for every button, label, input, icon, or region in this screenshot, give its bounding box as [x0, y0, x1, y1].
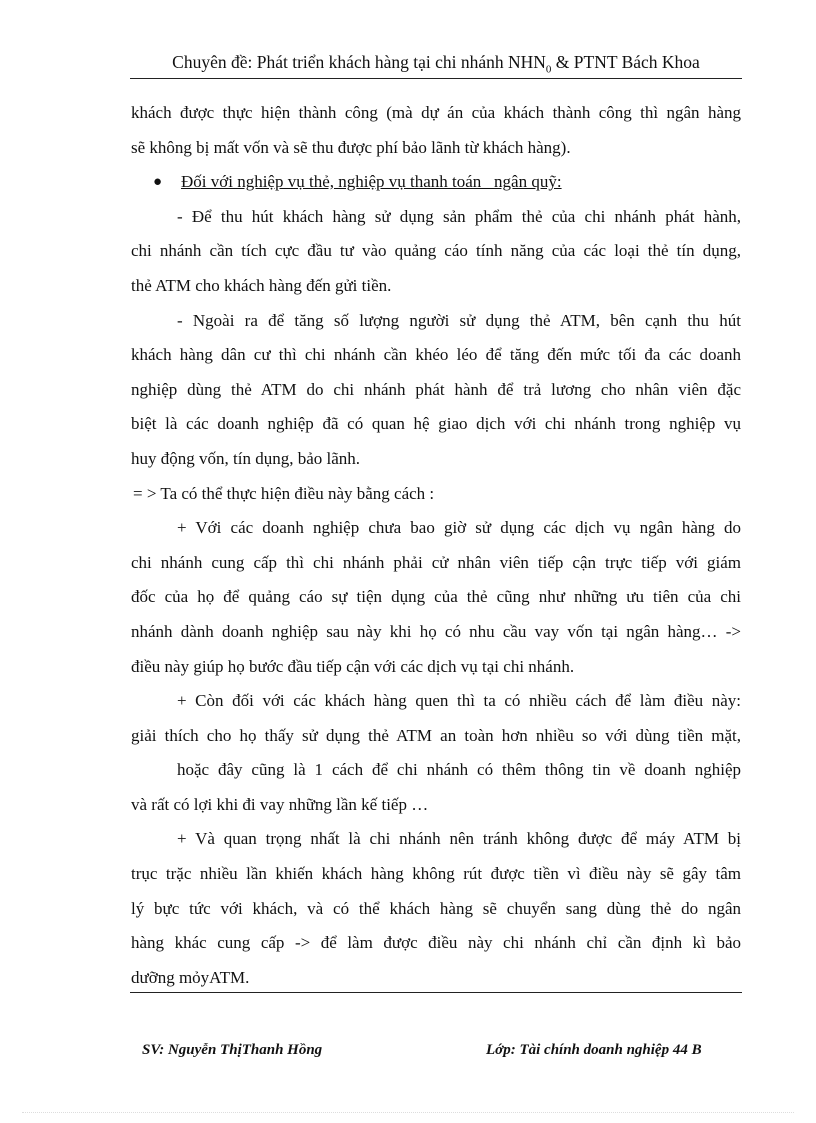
paragraph-line: trục trặc nhiều lần khiến khách hàng không rút được tiền vì điều này sẽ gây tâm: [131, 864, 741, 884]
paragraph-line: hàng khác cung cấp -> để làm được điều này chi nhánh chỉ cần định kì bảo: [131, 933, 741, 953]
document-body: [131, 96, 741, 995]
bullet-item: [131, 165, 741, 200]
header-subscript: 0: [545, 63, 552, 76]
paragraph-line: biệt là các doanh nghiệp đã có quan hệ giao dịch với chi nhánh trong nghiệp vụ: [131, 414, 741, 434]
paragraph-line: huy động vốn, tín dụng, bảo lãnh.: [131, 448, 361, 468]
paragraph-line: chi nhánh cần tích cực đầu tư vào quảng cáo tính năng của các loại thẻ tín dụng,: [131, 241, 741, 261]
bullet-heading: Đối với nghiệp vụ thẻ, nghiệp vụ thanh toán_ ngân quỹ:: [181, 172, 562, 192]
paragraph-line: sẽ không bị mất vốn và sẽ thu được phí bảo lãnh từ khách hàng).: [131, 137, 571, 157]
paragraph-line: + Với các doanh nghiệp chưa bao giờ sử dụng các dịch vụ ngân hàng do: [177, 518, 741, 538]
footer-rule: [130, 992, 742, 993]
page-header: [130, 52, 742, 76]
paragraph-line: + Còn đối với các khách hàng quen thì ta có nhiều cách để làm điều này:: [177, 691, 741, 711]
header-title-tail: & PTNT Bách Khoa: [551, 52, 700, 72]
bullet-icon: ●: [153, 174, 163, 191]
paragraph-line: = > Ta có thể thực hiện điều này bằng cách :: [133, 483, 435, 503]
footer-class: Lớp: Tài chính doanh nghiệp 44 B: [486, 1042, 702, 1058]
paragraph-line: + Và quan trọng nhất là chi nhánh nên tránh không được để máy ATM bị: [177, 829, 741, 849]
footer-student: SV: Nguyễn ThịThanh Hồng: [142, 1042, 323, 1058]
paragraph-line: khách hàng dân cư thì chi nhánh cần khéo léo để tăng đến mức tối đa các doanh: [131, 345, 741, 365]
paragraph-line: khách được thực hiện thành công (mà dự án của khách thành công thì ngân hàng: [131, 103, 741, 122]
header-rule: [130, 78, 742, 79]
paragraph-line: hoặc đây cũng là 1 cách để chi nhánh có thêm thông tin về doanh nghiệp: [177, 760, 741, 780]
paragraph-line: và rất có lợi khi đi vay những lần kế tiếp …: [131, 794, 429, 814]
paragraph-line: đốc của họ để quảng cáo sự tiện dụng của thẻ cũng như những ưu tiên của chi: [131, 587, 741, 607]
paragraph-line: lý bực tức với khách, và có thể khách hàng sẽ chuyển sang dùng thẻ do ngân: [131, 898, 741, 918]
paragraph-line: giải thích cho họ thấy sử dụng thẻ ATM an toàn hơn nhiều so với dùng tiền mặt,: [131, 725, 741, 745]
paragraph-line: nhánh dành doanh nghiệp sau này khi họ có nhu cầu vay vốn tại ngân hàng… ->: [131, 621, 741, 641]
page-bottom-border: [22, 1112, 794, 1113]
paragraph-line: thẻ ATM cho khách hàng đến gửi tiền.: [131, 275, 392, 295]
paragraph-line: điều này giúp họ bước đầu tiếp cận với các dịch vụ tại chi nhánh.: [131, 656, 575, 676]
header-title: Chuyên đề: Phát triển khách hàng tại chi nhánh NHN: [172, 52, 546, 72]
paragraph-line: - Ngoài ra để tăng số lượng người sử dụng thẻ ATM, bên cạnh thu hút: [177, 310, 741, 330]
paragraph-line: nghiệp dùng thẻ ATM do chi nhánh phát hành để trả lương cho nhân viên đặc: [131, 379, 741, 399]
paragraph-line: chi nhánh cung cấp thì chi nhánh phải cử nhân viên tiếp cận trực tiếp với giám: [131, 552, 741, 572]
paragraph-line: - Để thu hút khách hàng sử dụng sản phẩm thẻ của chi nhánh phát hành,: [177, 206, 741, 226]
paragraph-line: dưỡng mỏyATM.: [131, 967, 250, 987]
